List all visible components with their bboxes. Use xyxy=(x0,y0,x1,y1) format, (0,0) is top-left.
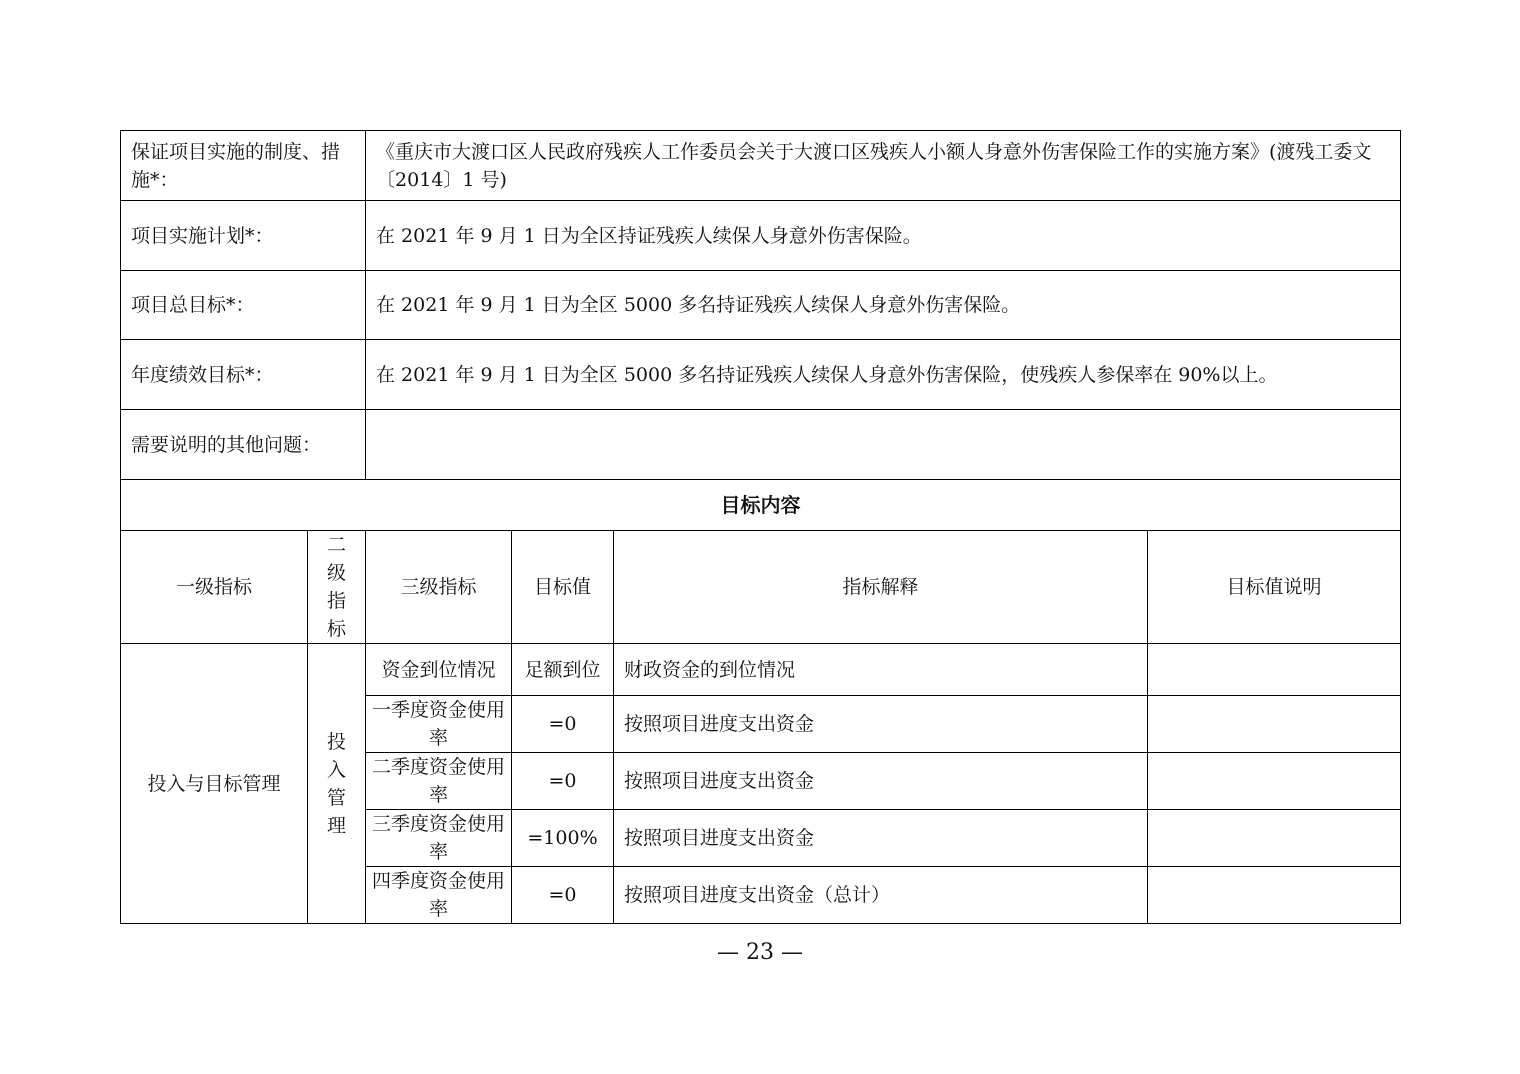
row-note xyxy=(1148,867,1401,924)
info-label: 保证项目实施的制度、措施*： xyxy=(121,131,366,201)
info-row-total-goal xyxy=(121,271,1401,340)
row-note xyxy=(1148,753,1401,810)
header-level2-char: 指 xyxy=(327,590,347,612)
row-explain: 按照项目进度支出资金（总计） xyxy=(614,867,1148,924)
header-target-note: 目标值说明 xyxy=(1148,531,1401,644)
row-target: 足额到位 xyxy=(512,644,614,696)
page-number: — 23 — xyxy=(717,940,803,965)
row-target: =100% xyxy=(512,810,614,867)
row-note xyxy=(1148,810,1401,867)
row-explain: 按照项目进度支出资金 xyxy=(614,753,1148,810)
document-table xyxy=(120,130,1401,924)
info-row-measures xyxy=(121,131,1401,201)
info-label: 年度绩效目标*： xyxy=(121,340,366,410)
row-level3: 三季度资金使用率 xyxy=(366,810,512,867)
info-row-annual-goal xyxy=(121,340,1401,410)
info-value: 在 2021 年 9 月 1 日为全区 5000 多名持证残疾人续保人身意外伤害保险，使残疾人参保率在 90%以上。 xyxy=(366,340,1401,410)
header-level2-char: 二 xyxy=(327,534,347,556)
row-explain: 按照项目进度支出资金 xyxy=(614,810,1148,867)
info-label: 项目实施计划*： xyxy=(121,201,366,271)
row-target: =0 xyxy=(512,753,614,810)
info-value: 《重庆市大渡口区人民政府残疾人工作委员会关于大渡口区残疾人小额人身意外伤害保险工作的实施方案》(渡残工委文〔2014〕1 号) xyxy=(366,131,1401,201)
row-level3: 一季度资金使用率 xyxy=(366,696,512,753)
row-explain: 财政资金的到位情况 xyxy=(614,644,1148,696)
header-level3: 三级指标 xyxy=(366,531,512,644)
header-explain: 指标解释 xyxy=(614,531,1148,644)
row-target: =0 xyxy=(512,696,614,753)
header-level1: 一级指标 xyxy=(121,531,308,644)
info-row-plan xyxy=(121,201,1401,271)
group-level2 xyxy=(308,644,366,924)
info-value: 在 2021 年 9 月 1 日为全区 5000 多名持证残疾人续保人身意外伤害保险。 xyxy=(366,271,1401,340)
info-row-other xyxy=(121,410,1401,480)
info-label: 项目总目标*： xyxy=(121,271,366,340)
row-level3: 二季度资金使用率 xyxy=(366,753,512,810)
header-level2-char: 标 xyxy=(327,618,347,640)
row-target: =0 xyxy=(512,867,614,924)
table-row xyxy=(121,644,1401,696)
header-level2-char: 级 xyxy=(327,562,347,584)
row-level3: 资金到位情况 xyxy=(366,644,512,696)
group-level2-char: 投 xyxy=(327,730,347,753)
info-value: 在 2021 年 9 月 1 日为全区持证残疾人续保人身意外伤害保险。 xyxy=(366,201,1401,271)
row-note xyxy=(1148,696,1401,753)
group-level2-char: 理 xyxy=(327,814,347,837)
info-label: 需要说明的其他问题： xyxy=(121,410,366,480)
group-level2-char: 管 xyxy=(327,786,347,809)
row-level3: 四季度资金使用率 xyxy=(366,867,512,924)
row-note xyxy=(1148,644,1401,696)
section-title: 目标内容 xyxy=(121,480,1401,531)
header-level2 xyxy=(308,531,366,644)
info-value xyxy=(366,410,1401,480)
group-level1: 投入与目标管理 xyxy=(121,644,308,924)
group-level2-char: 入 xyxy=(327,758,347,781)
indicator-header-row xyxy=(121,531,1401,644)
row-explain: 按照项目进度支出资金 xyxy=(614,696,1148,753)
header-target: 目标值 xyxy=(512,531,614,644)
section-title-row xyxy=(121,480,1401,531)
